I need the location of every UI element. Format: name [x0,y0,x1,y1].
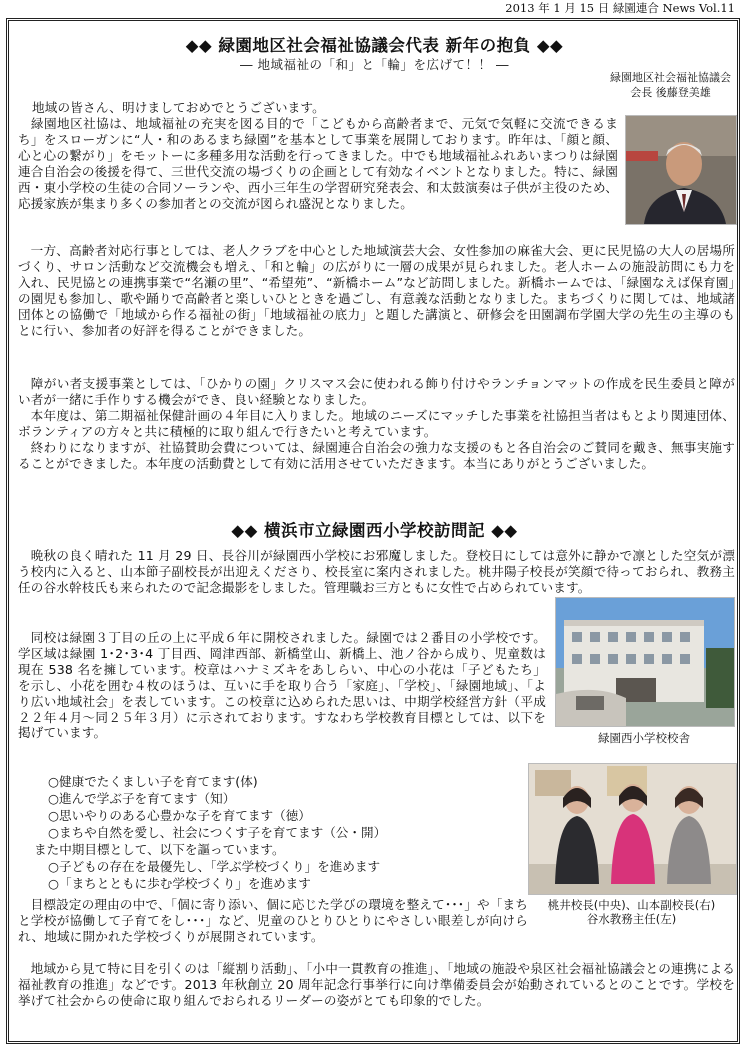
article2-para2: 同校は緑園３丁目の丘の上に平成６年に開校されました。緑園では２番目の小学校です。学区域は緑園 1･2･3･4 丁目西、岡津西部、新橋堂山、新橋上、池ノ谷から成り、児童数は現在 538 名を擁しています。校章はハナミズキをあしらい、中心の小花は「子どもたち」を示し、小花を囲む４枚のほうは、互いに手を取り合う「家庭」、「学校」、「緑園地域」、「より広い地域社会」を表しています。この校章に込められた思いは、中期学校経営方針（平成２２年４月～同２５年３月）に示されております。すなわち学校教育目標としては、以下を掲げています。 [18,630,546,741]
author-org: 緑園地区社会福祉協議会 [610,71,731,84]
goal-item: ○まちや自然を愛し、社会につくす子を育てます（公・開） [48,825,387,840]
article1-subtitle: ― 地域福祉の「和」と「輪」を広げて！！ ― [240,57,509,72]
article2-title: ◆◆ 横浜市立緑園西小学校訪問記 ◆◆ [231,521,518,540]
goal-item: ○思いやりのある心豊かな子を育てます（徳） [48,808,311,823]
school-photo-caption: 緑園西小学校校舎 [598,731,690,745]
staff-photo-caption [528,898,735,926]
mid-goal-item: ○「まちとともに歩む学校づくり」を進めます [48,876,311,891]
article1-para5: 終わりになりますが、社協賛助会費については、緑園連合自治会の強力な支援のもと各自治会のご賛同を戴き、無事実施することができました。本年度の活動費として有効に活用させていただきます。本当にありがとうございました。 [18,440,735,471]
article1-greeting: 地域の皆さん、明けましておめでとうございます。 [32,100,325,115]
staff-caption-line1: 桃井校長(中央)、山本副校長(右) [547,898,716,912]
staff-group-image [529,764,736,894]
author-name: 会長 後藤登美雄 [630,86,711,99]
school-building-photo [555,597,735,727]
goal-item: ○健康でたくましい子を育てます(体) [48,774,258,789]
staff-photo [528,763,737,895]
article1-para2: 一方、高齢者対応行事としては、老人クラブを中心とした地域演芸大会、女性参加の麻雀大会、更に民児協の大人の居場所づくり、サロン活動など交流機会も増え、「和と輪」の広がりに一層の成果が見られました。老人ホームの施設訪問にも力を入れ、民児協との連携事業で“名瀬の里”、“希望苑”、“新橋ホーム”など訪問しました。新橋ホームでは、「緑園なえば保育園」の園児も参加し、歌や踊りで高齢者と楽しいひとときを過ごし、有意義な活動となりました。まちづくりに関しては、地域諸団体との協働で「地域から作る福祉の街」「地域福祉の底力」と題した講演と、研修会を田園調布学園大学の先生の主導のもとに行い、参加者の好評を得ることができました。 [18,243,735,338]
goal-item: ○進んで学ぶ子を育てます（知） [48,791,236,806]
staff-caption-line2: 谷水教務主任(左) [586,912,677,926]
article1-para1: 緑園地区社協は、地域福祉の充実を図る目的で「こどもから高齢者まで、元気で気軽に交流できるまち」をスローガンに“人・和のあるまち緑園”を基本として事業を展開しております。昨年は、「顔と顔、心と心の繋がり」をモットーに多種多用な活動を行ってきました。中でも地域福祉ふれあいまつりは緑園連合自治会の後援を得て、三世代交流の場づくりの企画として有効なイベントとなりました。特に、緑園西・東小学校の生徒の合同ソーランや、西小三年生の学習研究発表会、和太鼓演奏は子供が主役のため、応援家族が集まり多くの参加者との交流が図られ盛況となりました。 [18,116,618,211]
mid-goal-item: ○子どもの存在を最優先し、「学ぶ学校づくり」を進めます [48,859,381,874]
article1-title: ◆◆ 緑園地区社会福祉協議会代表 新年の抱負 ◆◆ [185,36,564,55]
article1-author [610,70,731,100]
article1-para3: 障がい者支援事業としては、「ひかりの園」クリスマス会に使われる飾り付けやランチョンマットの作成を民生委員と障がい者が一緒に手作りする機会ができ、良い経験となりました。 [18,376,735,407]
chairman-photo [625,115,737,225]
article2-para4: 地域から見て特に目を引くのは「縦割り活動」、「小中一貫教育の推進」、「地域の施設や泉区社会福祉協議会との連携による福祉教育の推進」などです。2013 年秋創立 20 周年記念行事挙行に向け準備委員会が始動されているとのことです。学校を挙げて社会からの使命に取り組んでおられるリーダーの姿がとても印象的でした。 [18,961,735,1008]
issue-header: 2013 年 1 月 15 日 緑園連合 News Vol.11 [505,1,735,15]
mid-term-intro: また中期目標として、以下を謳っています。 [34,842,285,857]
article2-para3: 目標設定の理由の中で、「個に寄り添い、個に応じた学びの環境を整えて･･･」や「まちと学校が協働して子育てをし･･･」など、児童のひとりひとりにやさしい眼差しが向けられ、地域に開かれた学校づくりが展開されています。 [18,897,528,944]
article2-para1a: 晩秋の良く晴れた 11 月 29 日、長谷川が緑園西小学校にお邪魔しました。登校日にしては意外に静かで凛とした空気が漂う校内に入ると、山本節子副校長が出迎えくださり、校長室に案内されました。桃井陽子校長が笑顔で待っておられ、教務主任の谷水幹枝氏も来られたので記念撮影をしました。管理職お三方ともに女性で占められています。 [18,548,735,595]
chairman-portrait-image [626,116,736,224]
school-building-image [556,598,734,726]
article1-para4: 本年度は、第二期福祉保健計画の４年目に入りました。地域のニーズにマッチした事業を社協担当者はもとより関連団体、ボランティアの方々と共に積極的に取り組んで行きたいと考えています。 [18,408,735,439]
